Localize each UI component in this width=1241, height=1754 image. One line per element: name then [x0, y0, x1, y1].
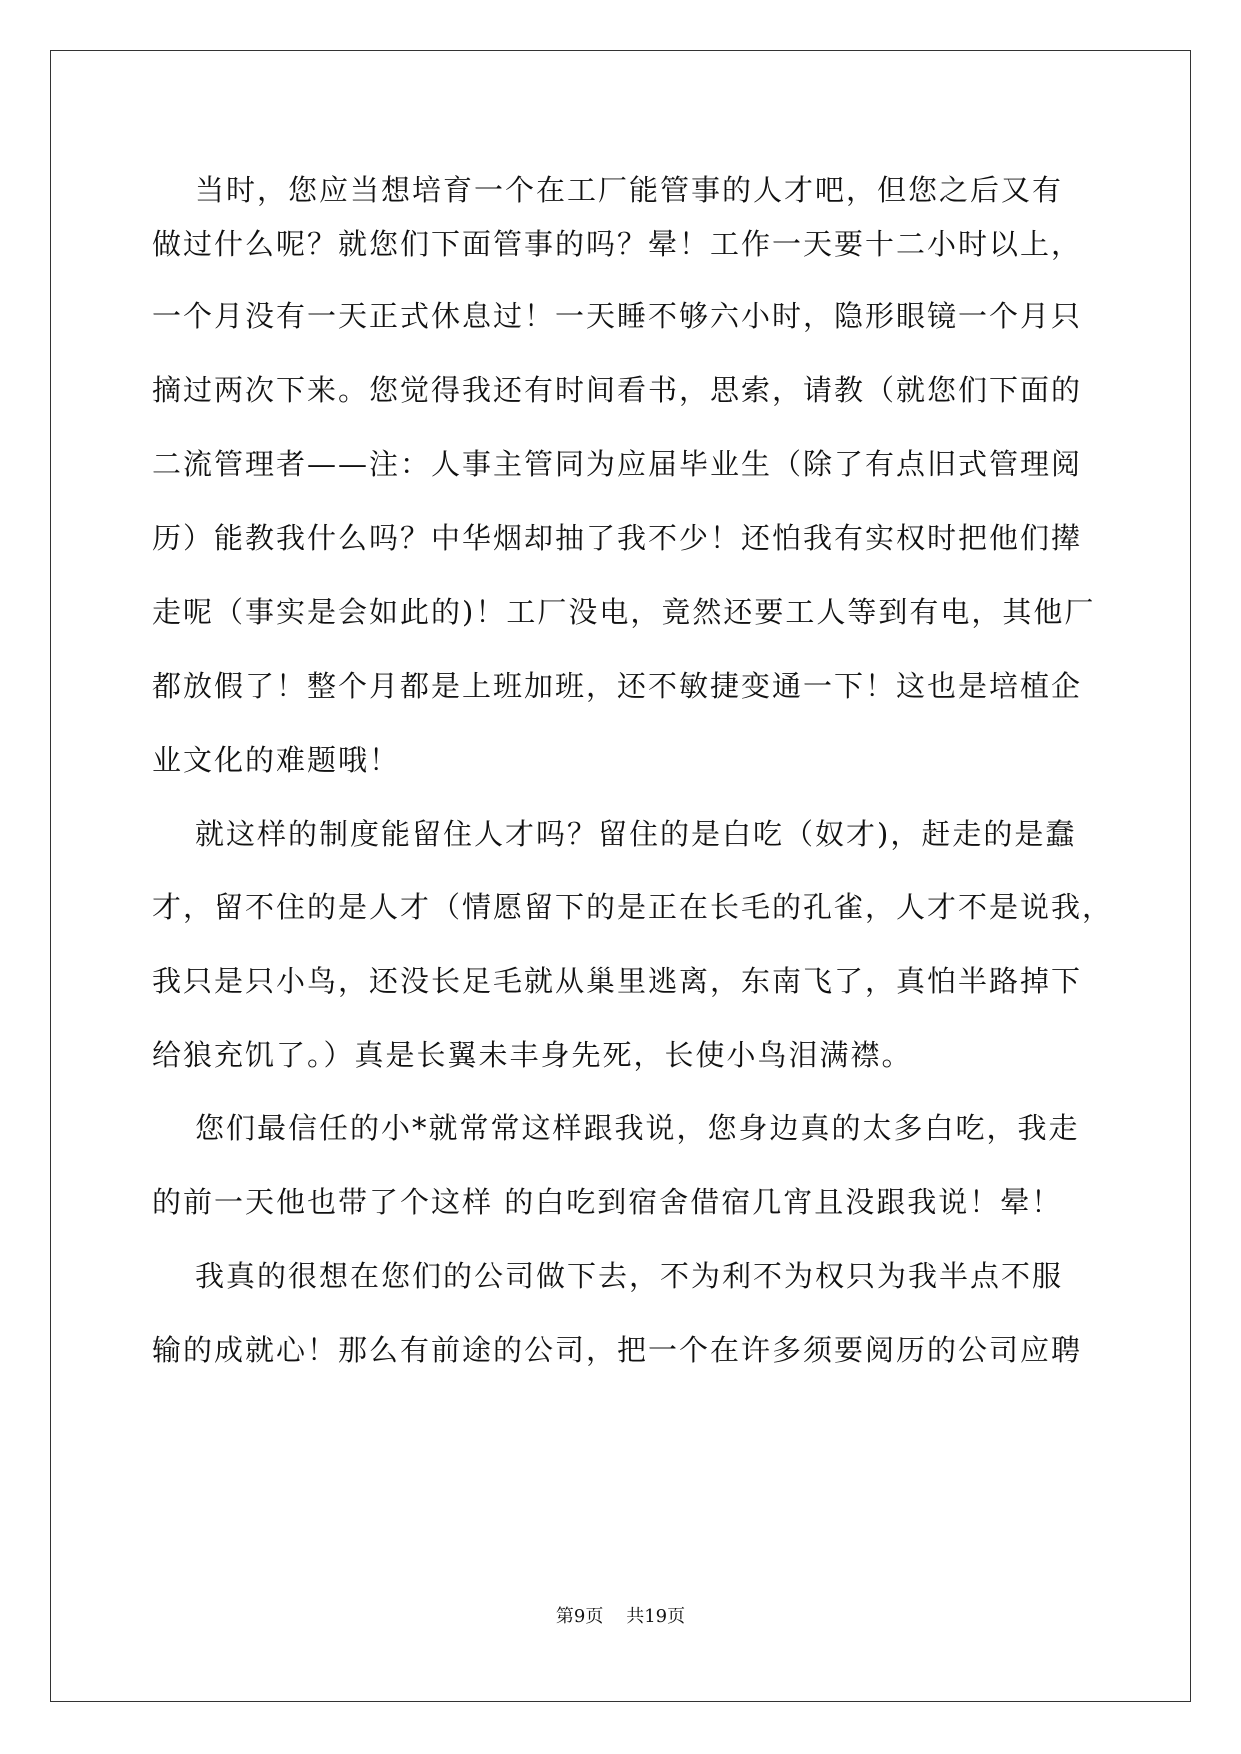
text-line: 摘过两次下来。您觉得我还有时间看书，思索，请教（就您们下面的 — [152, 373, 1083, 407]
footer-separator — [603, 1606, 626, 1627]
text-line: 当时，您应当想培育一个在工厂能管事的人才吧，但您之后又有 — [195, 173, 1064, 207]
text-line: 的前一天他也带了个这样 的白吃到宿舍借宿几宵且没跟我说！晕！ — [152, 1185, 1063, 1219]
text-line: 就这样的制度能留住人才吗？留住的是白吃（奴才)，赶走的是蠢 — [195, 817, 1077, 851]
text-line: 历）能教我什么吗？中华烟却抽了我不少！还怕我有实权时把他们撵 — [152, 521, 1083, 555]
text-line: 一个月没有一天正式休息过！一天睡不够六小时，隐形眼镜一个月只 — [152, 299, 1083, 333]
text-line: 您们最信任的小*就常常这样跟我说，您身边真的太多白吃，我走 — [195, 1111, 1080, 1145]
text-line: 做过什么呢？就您们下面管事的吗？晕！工作一天要十二小时以上， — [152, 227, 1083, 261]
text-line: 走呢（事实是会如此的)！工厂没电，竟然还要工人等到有电，其他厂 — [152, 595, 1096, 629]
text-line: 才，留不住的是人才（情愿留下的是正在长毛的孔雀，人才不是说我， — [152, 890, 1114, 924]
text-line: 给狼充饥了。）真是长翼未丰身先死，长使小鸟泪满襟。 — [152, 1038, 913, 1072]
text-line: 业文化的难题哦！ — [152, 743, 401, 777]
text-line: 二流管理者——注：人事主管同为应届毕业生（除了有点旧式管理阅 — [152, 447, 1083, 481]
page-footer — [0, 1606, 1241, 1628]
text-line: 都放假了！整个月都是上班加班，还不敏捷变通一下！这也是培植企 — [152, 669, 1083, 703]
text-line: 我真的很想在您们的公司做下去，不为利不为权只为我半点不服 — [195, 1259, 1064, 1293]
page-number: 第9页 — [555, 1606, 604, 1627]
total-pages: 共19页 — [626, 1606, 686, 1627]
text-line: 我只是只小鸟，还没长足毛就从巢里逃离，东南飞了，真怕半路掉下 — [152, 964, 1083, 998]
text-line: 输的成就心！那么有前途的公司，把一个在许多须要阅历的公司应聘 — [152, 1333, 1083, 1367]
